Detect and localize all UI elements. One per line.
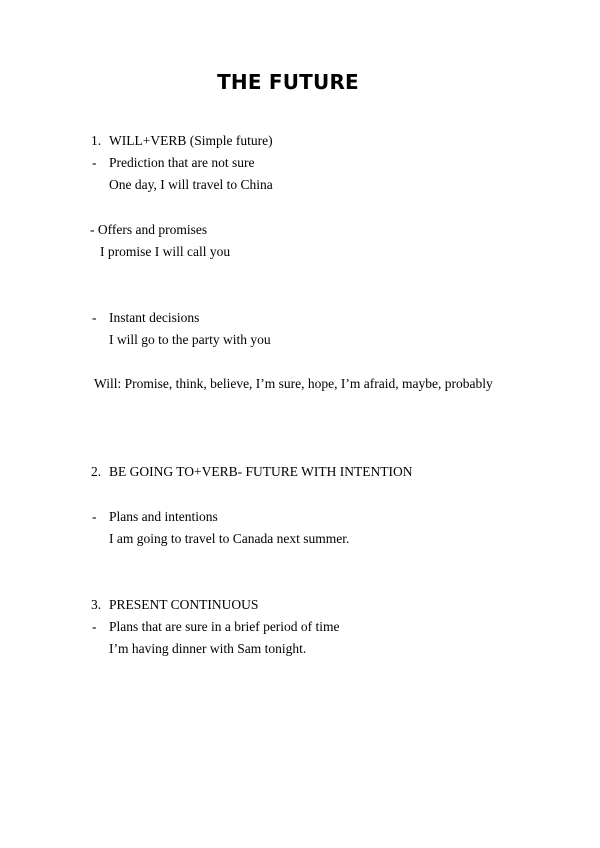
bullet-dash: -: [92, 310, 97, 325]
use-label: - Offers and promises: [90, 222, 208, 237]
use-label: Plans and intentions: [109, 509, 218, 524]
bullet-dash: -: [92, 509, 97, 524]
use-example: One day, I will travel to China: [109, 177, 273, 192]
page-title: THE FUTURE: [217, 70, 359, 94]
use-label: Plans that are sure in a brief period of time: [109, 619, 340, 634]
use-example: I am going to travel to Canada next summer.: [109, 531, 350, 546]
use-example: I’m having dinner with Sam tonight.: [109, 641, 307, 656]
use-example: I will go to the party with you: [109, 332, 271, 347]
use-example: I promise I will call you: [100, 244, 231, 259]
section-heading: PRESENT CONTINUOUS: [109, 597, 259, 612]
use-label: Prediction that are not sure: [109, 155, 255, 170]
bullet-dash: -: [92, 155, 97, 170]
keyword-note: Will: Promise, think, believe, I’m sure, hope, I’m afraid, maybe, probably: [94, 376, 493, 391]
section-heading: WILL+VERB (Simple future): [109, 133, 273, 148]
section-number: 1.: [91, 133, 102, 148]
section-heading: BE GOING TO+VERB- FUTURE WITH INTENTION: [109, 464, 413, 479]
bullet-dash: -: [92, 619, 97, 634]
use-label: Instant decisions: [109, 310, 200, 325]
section-number: 3.: [91, 597, 102, 612]
section-number: 2.: [91, 464, 102, 479]
